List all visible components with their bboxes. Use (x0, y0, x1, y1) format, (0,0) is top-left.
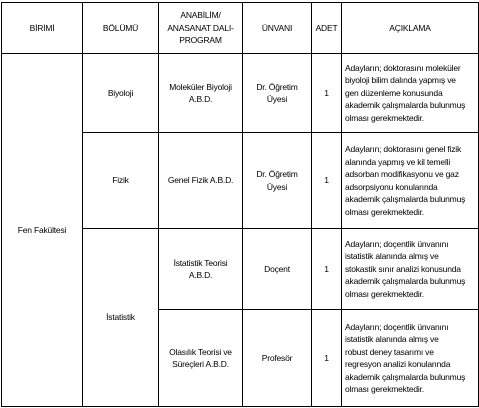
aciklama-line: gen düzenleme konusunda (345, 87, 443, 98)
anabilim-line2: A.B.D. (188, 270, 213, 280)
header-anabilim-line2: ANASANAT DALI- (167, 22, 234, 33)
header-bolum: BÖLÜMÜ (83, 3, 159, 54)
header-unvan: ÜNVANI (243, 3, 312, 54)
aciklama-line: akademik çalışmalarda bulunmuş (345, 194, 466, 204)
aciklama-line: adsorpsiyonu konularında (345, 181, 438, 192)
anabilim-cell (159, 310, 243, 407)
header-aciklama: AÇIKLAMA (342, 3, 479, 54)
unvan-cell (243, 54, 312, 133)
aciklama-line: olması gerekmektedir. (345, 112, 424, 123)
anabilim-cell (159, 54, 243, 133)
aciklama-line: akademik çalışmalarda bulunmuş (345, 276, 466, 287)
unvan-line1: Doçent (264, 263, 290, 274)
unvan-line2: Üyesi (266, 181, 288, 192)
aciklama-line: istatistik alanında almış ve (345, 251, 439, 262)
aciklama-line: robust deney tasarımı ve (345, 346, 434, 357)
anabilim-line2: Süreçleri A.B.D. (172, 359, 229, 369)
aciklama-line: akademik çalışmalarda bulunmuş (345, 100, 466, 111)
adet-cell: 1 (312, 54, 342, 133)
table-row (2, 54, 479, 133)
header-adet: ADET (312, 3, 342, 54)
unvan-line1: Dr. Öğretim (256, 169, 298, 179)
bolum-cell: Biyoloji (83, 54, 159, 133)
anabilim-line1: Moleküler Biyoloji (169, 81, 232, 92)
aciklama-line: Adayların; doktorasını genel fizik (345, 144, 462, 154)
aciklama-cell (342, 229, 479, 310)
anabilim-line2: A.B.D. (188, 94, 213, 104)
header-birim: BİRİMİ (2, 3, 83, 54)
bolum-cell: Fizik (83, 133, 159, 229)
adet-cell: 1 (312, 133, 342, 229)
unvan-line1: Profesör (261, 352, 293, 363)
anabilim-line1: Olasılık Teorisi ve (169, 346, 232, 357)
aciklama-cell (342, 54, 479, 133)
unvan-line2: Üyesi (266, 94, 288, 104)
header-anabilim-line1: ANABİLİM/ (180, 10, 221, 21)
aciklama-line: olması gerekmektedir. (345, 288, 424, 299)
aciklama-cell (342, 133, 479, 229)
birim-cell: Fen Fakültesi (2, 54, 83, 407)
header-row (2, 3, 479, 54)
aciklama-line: regresyon analizi konularında (345, 359, 451, 369)
header-anabilim-line3: PROGRAM (179, 35, 222, 46)
anabilim-cell (159, 229, 243, 310)
anabilim-line1: Genel Fizik A.B.D. (167, 175, 234, 186)
aciklama-line: Adayların; doçentlik ünvanını (345, 238, 449, 249)
aciklama-line: Adayların; doktorasını moleküler (345, 62, 461, 73)
aciklama-line: biyoloji bilim dalında yapmış ve (345, 75, 456, 86)
aciklama-line: adsorban modifikasyonu ve gaz (345, 169, 459, 179)
adet-cell: 1 (312, 229, 342, 310)
adet-cell: 1 (312, 310, 342, 407)
header-anabilim (159, 3, 243, 54)
aciklama-line: Adayların; doçentlik ünvanını (345, 321, 449, 332)
aciklama-line: stokastik sınır analizi konusunda (345, 263, 461, 274)
anabilim-cell (159, 133, 243, 229)
unvan-line1: Dr. Öğretim (256, 81, 298, 92)
aciklama-line: akademik çalışmalarda bulunmuş (345, 371, 466, 382)
aciklama-line: istatistik alanında almış ve (345, 334, 439, 344)
aciklama-line: alanında yapmış ve kil temelli (345, 156, 451, 167)
positions-table (1, 2, 479, 407)
aciklama-line: olması gerekmektedir. (345, 206, 424, 217)
aciklama-cell (342, 310, 479, 407)
unvan-cell (243, 310, 312, 407)
unvan-cell (243, 229, 312, 310)
anabilim-line1: İstatistik Teorisi (173, 257, 228, 268)
unvan-cell (243, 133, 312, 229)
bolum-cell: İstatistik (83, 229, 159, 407)
aciklama-line: olması gerekmektedir. (345, 384, 424, 394)
